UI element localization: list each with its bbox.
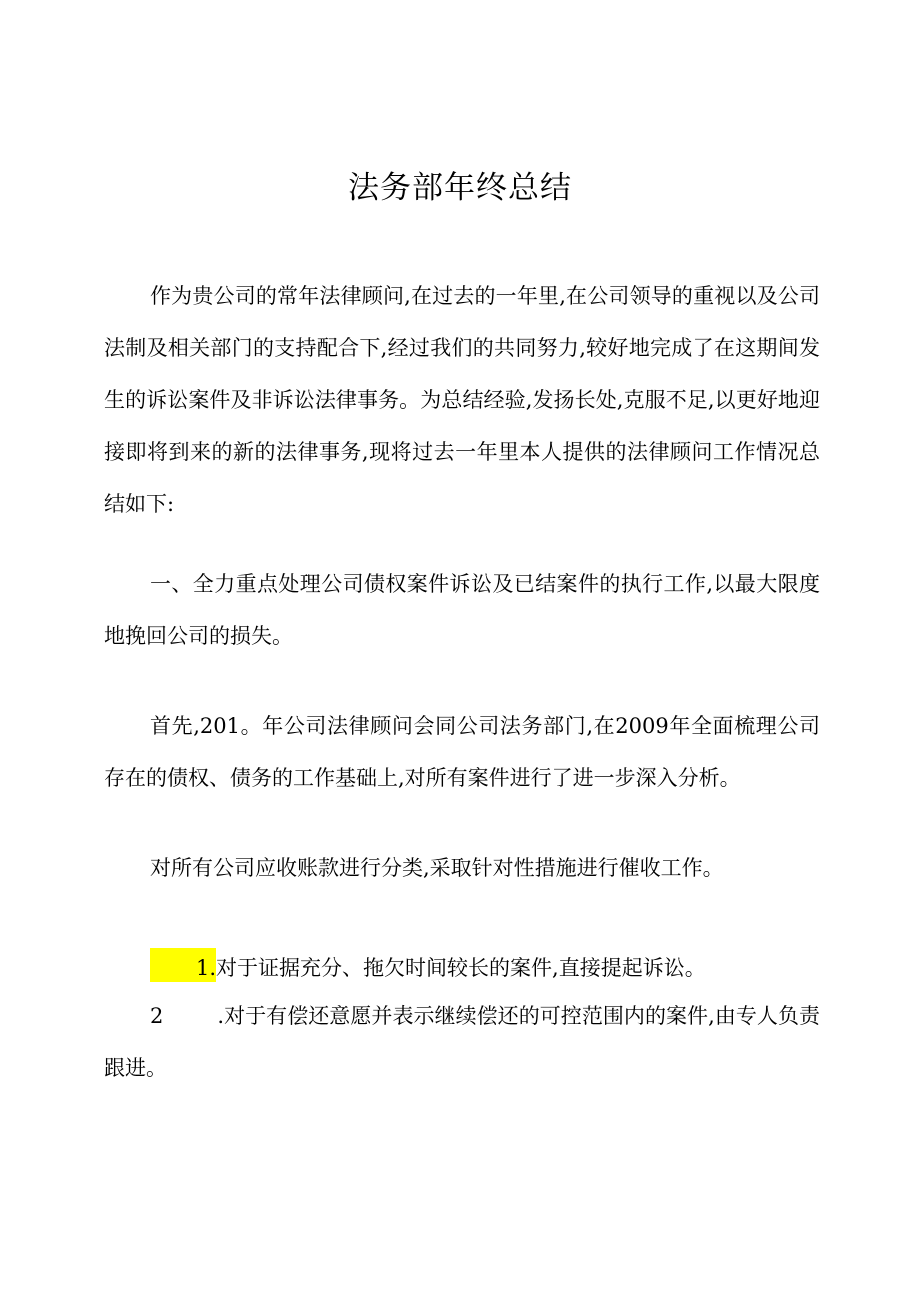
highlighted-number: 1. [150, 948, 216, 982]
list-item-2-text: .对于有偿还意愿并表示继续偿还的可控范围内的案件,由专人负责跟进。 [104, 1004, 820, 1080]
intro-paragraph: 作为贵公司的常年法律顾问,在过去的一年里,在公司领导的重视以及公司法制及相关部门的支持配合下,经过我们的共同努力,较好地完成了在这期间发生的诉讼案件及非诉讼法律事务。为总结经验,发扬长处,克服不足,以更好地迎接即将到来的新的法律事务,现将过去一年里本人提供的法律顾问工作情况总结如下: [104, 284, 820, 516]
document-title: 法务部年终总结 [348, 170, 572, 206]
list-item-2-number: 2 [150, 1004, 164, 1028]
list-item-1 [104, 942, 820, 994]
first-paragraph: 首先,201。年公司法律顾问会同公司法务部门,在2009年全面梳理公司存在的债权、债务的工作基础上,对所有案件进行了进一步深入分析。 [104, 714, 820, 790]
section-one-heading: 一、全力重点处理公司债权案件诉讼及已结案件的执行工作,以最大限度地挽回公司的损失。 [104, 572, 820, 648]
classify-paragraph: 对所有公司应收账款进行分类,采取针对性措施进行催收工作。 [150, 856, 724, 880]
list-item-2 [104, 990, 820, 1094]
list-item-1-text: 对于证据充分、拖欠时间较长的案件,直接提起诉讼。 [216, 956, 706, 980]
